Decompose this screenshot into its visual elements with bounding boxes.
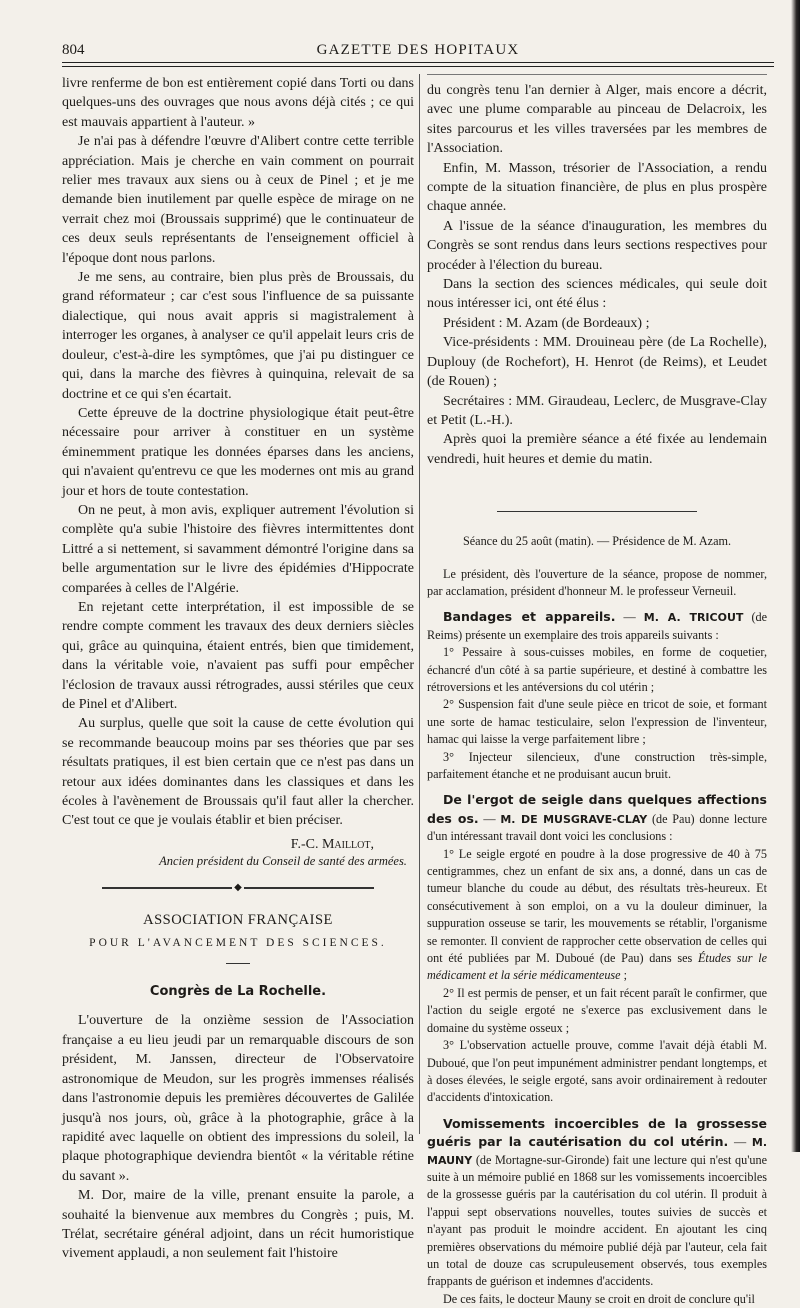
paragraph: Le président, dès l'ouverture de la séance, propose de nommer, par acclamation, président d'honneur M. le professeur Verneuil. [427,566,767,598]
dash: — [728,1135,752,1150]
list-text-end: ; [620,968,628,983]
paragraph: Au surplus, quelle que soit la cause de cette évolution qui se recommande beaucoup moins par ses théories que par ses résultats pratiques, il est bien certain que ce n'est pas dans un retour aux idées dominantes dans les classiques et dans les écoles à l'avènement de Broussais qu'il faut aller la chercher. C'est tout ce que je voulais établir et bien préciser. [62,716,414,829]
paragraph: Enfin, M. Masson, trésorier de l'Association, a rendu compte de la situation financière, de plus en plus prospère chaque année. [427,160,767,215]
paragraph: Président : M. Azam (de Bordeaux) ; [443,315,650,331]
short-rule [226,963,250,964]
paragraph: Secrétaires : MM. Giraudeau, Leclerc, de Musgrave-Clay et Petit (L.-H.). [427,393,767,428]
list-item: 3° L'observation actuelle prouve, comme l'avait déjà établi M. Duboué, que l'on peut impunément administrer pendant longtemps, et à doses élevées, le seigle ergoté, sans avoir ordinairement à redouter d'accidents d'intoxication. [427,1038,767,1105]
paragraph: Dans la section des sciences médicales, qui seule doit nous intéresser ici, ont été élus : [427,277,767,312]
entry-text: (de Reims) présente un exemplaire des trois appareils suivants : [427,610,768,642]
paragraph: De ces faits, le docteur Mauny se croit en droit de conclure qu'il [443,1291,755,1306]
section-rule [497,511,697,512]
entry-author: M. DE MUSGRAVE-CLAY [500,812,648,826]
entry-text: (de Pau) donne lecture d'un intéressant travail dont voici les conclusions : [427,811,767,844]
list-item [427,846,767,985]
entry-heading: De l'ergot de seigle dans quelques affections des os. [427,792,767,826]
column-divider [419,74,420,1134]
ornament-diamond-icon: ◆ [234,882,242,894]
list-item: 3° Injecteur silencieux, d'une construction très-simple, parfaitement étanche et ne produisant aucun bruit. [427,749,767,781]
paragraph: Cette épreuve de la doctrine physiologique était peut-être nécessaire pour arriver à constituer en un système éminemment pratique les données éparses dans les anciens, qui n'avaient qu'entrevu ce que les modernes ont mis au grand jour et hors de toute contestation. [62,405,414,499]
paragraph: L'ouverture de la onzième session de l'Association française a eu lieu jeudi par un remarquable discours de son président, M. Janssen, directeur de l'Observatoire astronomique de Meudon, sur les progrès immenses réalisés dans l'astronomie depuis les premières découvertes de Galilée jusqu'à nos jours, où, grâce à la photographie, grâce à la rapidité avec laquelle on obtient des impressions du soleil, la plaque photographique deviendra bientôt « la véritable rétine du savant ». [62,1013,414,1184]
column-top-rule [427,74,767,77]
author-signature: F.-C. Maillot, [290,836,374,852]
entry-ergot [427,791,767,845]
paragraph: livre renferme de bon est entièrement copié dans Torti ou dans quelques-uns des ouvrages que nous avons déjà cités ; ce qui est mauvais appartient à l'auteur. » [62,76,414,130]
paragraph: On ne peut, à mon avis, expliquer autrement l'évolution si complète qu'a subie l'histoire des fièvres intermittentes dont Littré a si nettement, si savamment démontré l'origine dans sa belle argumentation sur le livre des épidémies d'Hippocrate comparées à celles de l'Algérie. [62,502,414,596]
left-column [62,74,414,1264]
list-item: 1° Pessaire à sous-cuisses mobiles, en forme de coquetier, échancré d'un côté à sa partie supérieure, et destiné à combattre les rétroversions et les antéversions du col utérin ; [427,645,767,694]
section-ornament [62,883,414,893]
page-edge-shadow [791,0,800,1152]
list-item: 2° Suspension fait d'une seule pièce en tricot de soie, et formant une sorte de hamac testiculaire, selon l'expression de l'inventeur, hamac qui laisse la verge parfaitement libre ; [427,697,767,747]
section-subtitle: POUR L'AVANCEMENT DES SCIENCES. [89,936,387,949]
paragraph: du congrès tenu l'an dernier à Alger, mais encore a décrit, avec une plume comparable au pinceau de Delacroix, les sites parcourus et les villes traversées par les membres de l'Association. [427,83,767,157]
proceedings [427,566,767,1308]
entry-heading: Vomissements incoercibles de la grossesse guéris par la cautérisation du col utérin. [427,1115,767,1150]
ornament-bar [102,887,232,889]
entry-author: M. A. TRICOUT [643,611,744,625]
entry-vomissements [427,1115,767,1291]
list-text: 1° Le seigle ergoté en poudre à la dose progressive de 40 à 75 centigrammes, chez un enfant de six ans, a donné, dans un cas de tumeur blanche du coude au début, des résultats très-heureux. Et consécutivement à son emploi, on a vu la douleur diminuer, la suppuration osseuse se tarir, les mouvements se rétablir, l'organisme se remonter. Il convient de rapprocher cette observation de celles qui ont été publiées par M. Duboué (de Pau) dans ses [427,846,767,966]
entry-bandages [427,608,767,644]
paragraph: Vice-présidents : MM. Drouineau père (de La Rochelle), Duplouy (de Rochefort), H. Henrot (de Reims), et Leudet (de Rouen) ; [427,335,767,390]
book-title: Études sur le médicament et la série médicamenteuse [427,951,768,983]
congres-title: Congrès de La Rochelle. [149,984,327,1000]
seance-heading: Séance du 25 août (matin). — Présidence de M. Azam. [462,534,732,549]
entry-author: M. MAUNY [427,1136,768,1167]
section-title: ASSOCIATION FRANÇAISE [143,912,333,929]
right-column [427,74,767,1308]
page-header [62,40,774,64]
paragraph: M. Dor, maire de la ville, prenant ensuite la parole, a souhaité la bienvenue aux membres du Congrès ; puis, M. Trélat, secrétaire général adjoint, dans un récit humoristique vivement applaudi, a non seulement fait l'histoire [62,1188,414,1262]
ornament-bar [244,887,374,889]
entry-text: (de Mortagne-sur-Gironde) fait une lecture qui n'est qu'une suite à un mémoire publié en 1868 sur les vomissements incoercibles de la grossesse guéris par la cautérisation du col utérin. Il produit à l'appui sept observations nouvelles, toutes suivies de succès et n'ayant pas produit le moindre accident. En ajoutant les cinq premières observations du mémoire publié déjà par l'auteur, cela fait un total de douze cas scrupuleusement observés, tous exemples frappants de guérison et indemnes d'accidents. [427,1152,767,1289]
journal-title: GAZETTE DES HOPITAUX [316,42,520,58]
dash: — [615,610,644,625]
dash: — [478,811,501,826]
paragraph: Je n'ai pas à défendre l'œuvre d'Alibert contre cette terrible appréciation. Mais je cherche en vain comment on pourrait relier mes travaux aux siens ou à ceux de Pinel ; et je me demande bien inutilement par quelle espèce de mirage on ne verrait chez moi (Broussais supprimé) que le continuateur de ces deux seuls représentants de l'enseignement officiel à l'époque dont nous parlons. [62,134,414,266]
header-rule [62,62,774,67]
list-item: 2° Il est permis de penser, et un fait récent paraît le confirmer, que l'action du seigle ergoté ne s'exerce pas exclusivement dans le domaine du système osseux ; [427,985,767,1035]
page-number: 804 [62,42,85,58]
paragraph: A l'issue de la séance d'inauguration, les membres du Congrès se sont rendus dans leurs sections respectives pour procéder à l'élection du bureau. [427,218,767,273]
paragraph: En rejetant cette interprétation, il est impossible de se rendre compte comment les travaux des deux derniers siècles qui, grâce au quinquina, étaient entrés, bien que timidement, dans la véritable voie, n'avaient pas suffi pour empêcher l'éclosion de travaux aussi rétrogrades, aussi stériles que ceux de Pinel et d'Alibert. [62,599,414,712]
entry-heading: Bandages et appareils. [443,609,616,625]
paragraph: Je me sens, au contraire, bien plus près de Broussais, du grand réformateur ; car c'est sous l'influence de sa puissante dialectique, qui nous avait appris si magistralement à interroger les organes, à analyser ce qu'il appelait leurs cris de douleur, c'est-à-dire les symptômes, que j'ai pu distinguer ce qui, dans la marche des fièvres à quinquina, relevait de sa doctrine et ce qui s'en écartait. [62,270,414,402]
paragraph: Après quoi la première séance a été fixée au lendemain vendredi, huit heures et demie du matin. [427,432,767,467]
author-title: Ancien président du Conseil de santé des armées. [159,854,407,869]
